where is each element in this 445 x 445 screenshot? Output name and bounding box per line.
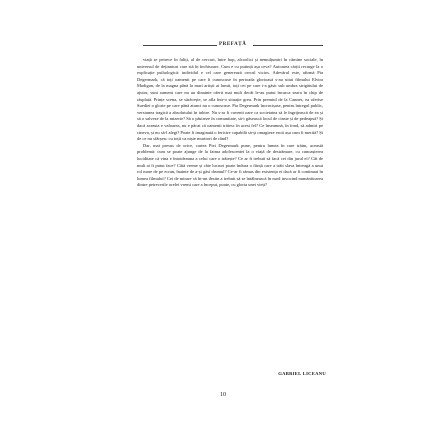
author-signature: GABRIEL LICEANU <box>278 371 326 376</box>
paragraph: viață se petrece în faliți, al de cercuri, între hop, alcoolici și nemulțumiri în cămine sociale, în universul de deținuturi care stă în închisoare. Cum e cu putință așa ceva? Autoarea cărții recurge la o explicație psihologică: individul e cel care generează cercul vicios. Adevărul este, afirmă Pia Degermark, că toți oamenii pe care îi cunoscuse în perioada glorioasă s-au uitat filmului Elvira Madigan, de la magna până la mari artiști ai lumii, toți cei pe care i-a găsit sub umbra strigătului de ajutor, sunt oameni care nu au dinainte oferit mai mult decât le-au putut încarca seara în chip de răsplată. Prințe scena, se sărăcește, se afla într-o situație grea. Prin premiul de la Cannes, ea oferise Suediei o glorie pe care până atunci nu o cunoscuse. Pia Degermark încrucișase, pentru întregul public, versiunea tragică a absolutului în iubire. Nu s-ar fi cuvenit oare ca societatea să le îngrijească de ea și să o salveze de la mizerie? Să o păstreze în comunitate, să-i găsească locul de cinste și de pedeapsă? Și dacă aceasta e valoarea, nu e păcat că oamenii trăiesc în acest fel? Ce înseamnă, în fond, să admiri pe cineva, și nu să-l alegi? Poate fi imaginată o fericire capabilă să-și omagieze eroii așa cum îi merită? Și de ce nu sfârșesc cu toții ca niște muritori de rând? <box>137 57 323 142</box>
paragraph: Dar, mai presus de orice, cartea Piei Degermark pune, pentru lumea în care trăim, această problemă: cum se poate ajunge de la faima adolescentei la o viață de destrămare, cu cunoașterea luciditate că vina e întotdeauna a celui care o trăiește? Ce ar fi trebuit să facă cei din jurul ei? Cât de mult ai fi putut face? Câtă vreme și câte lucruri poate îndura o ființă care a trăit slava întreagă a unui rol mare de pe ecran, înainte de a-și găsi drumul? Ce-ar fi rămas din existența ei dacă ar fi continuat în lumea filmului? Cei de mirare că în-un destin a trebuit să se întâlnească în mod invocind numărătoarea dintre petrecerile acelei vremi care a început, poate, cu gloria unei vieți? <box>137 142 323 188</box>
header-rule-right <box>253 45 323 46</box>
running-header <box>143 41 323 49</box>
header-title: PREFAȚĂ <box>219 42 247 47</box>
header-rule-left <box>143 45 217 46</box>
page-number: 10 <box>220 392 226 398</box>
body-text <box>137 57 323 189</box>
